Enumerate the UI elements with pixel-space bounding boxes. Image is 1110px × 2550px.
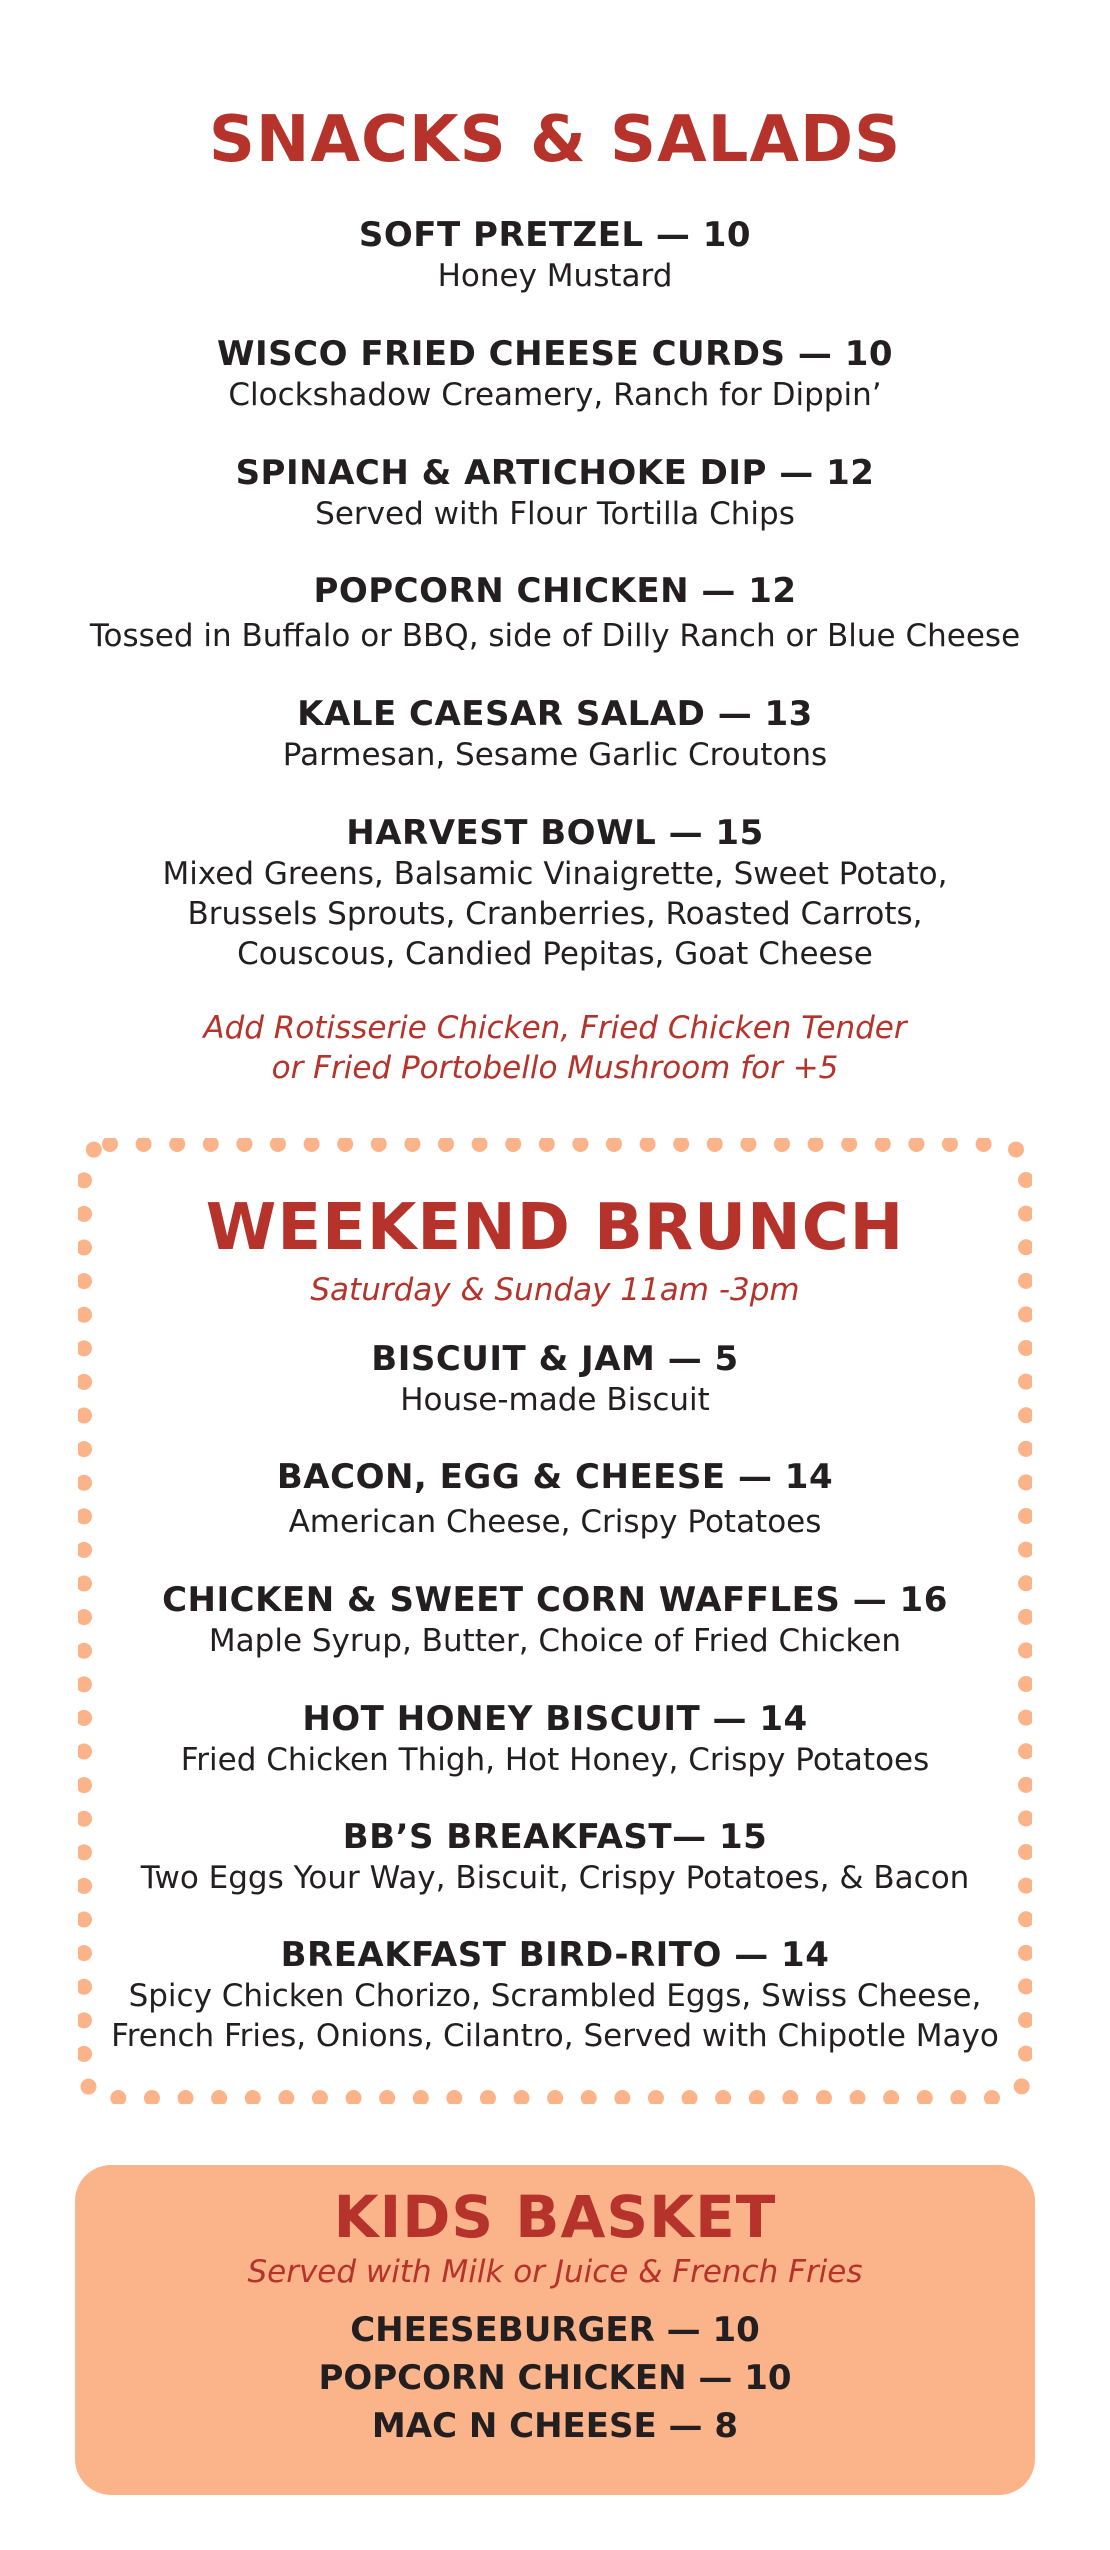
menu-item — [0, 1338, 1110, 1420]
menu-item — [0, 1698, 1110, 1780]
menu-item — [0, 1579, 1110, 1661]
item-name: HOT HONEY BISCUIT — 14 — [302, 1699, 808, 1739]
menu-item — [0, 693, 1110, 775]
kids-item: CHEESEBURGER — 10 — [350, 2310, 760, 2350]
kids-item: POPCORN CHICKEN — 10 — [318, 2358, 792, 2398]
item-name: BACON, EGG & CHEESE — 14 — [276, 1457, 834, 1497]
menu-item — [0, 1934, 1110, 2056]
kids-subtitle: Served with Milk or Juice & French Fries — [247, 2254, 863, 2290]
item-description-line: Spicy Chicken Chorizo, Scrambled Eggs, Swiss Cheese, — [128, 1978, 982, 2014]
item-description: Maple Syrup, Butter, Choice of Fried Chicken — [208, 1623, 902, 1659]
item-name: KALE CAESAR SALAD — 13 — [297, 694, 813, 734]
kids-section-title: KIDS BASKET — [333, 2183, 777, 2251]
item-description-line: Couscous, Candied Pepitas, Goat Cheese — [237, 936, 873, 972]
menu-item — [0, 570, 1110, 656]
item-name: POPCORN CHICKEN — 12 — [313, 571, 797, 611]
snacks-section-title: SNACKS & SALADS — [208, 103, 902, 177]
item-name: CHICKEN & SWEET CORN WAFFLES — 16 — [162, 1580, 948, 1620]
item-description: Honey Mustard — [437, 258, 673, 294]
item-description: Clockshadow Creamery, Ranch for Dippin’ — [228, 377, 882, 413]
item-name: HARVEST BOWL — 15 — [346, 813, 764, 853]
item-description: Tossed in Buffalo or BBQ, side of Dilly Ranch or Blue Cheese — [89, 618, 1021, 654]
menu-item — [0, 214, 1110, 296]
addon-note-line: Add Rotisserie Chicken, Fried Chicken Tender — [203, 1010, 907, 1046]
menu-item — [0, 333, 1110, 415]
menu-item — [0, 452, 1110, 534]
item-name: WISCO FRIED CHEESE CURDS — 10 — [216, 334, 894, 374]
addon-note-line: or Fried Portobello Mushroom for +5 — [271, 1050, 839, 1086]
item-name: BB’S BREAKFAST— 15 — [342, 1817, 768, 1857]
item-name: SPINACH & ARTICHOKE DIP — 12 — [235, 453, 875, 493]
item-description-line: French Fries, Onions, Cilantro, Served with Chipotle Mayo — [111, 2018, 999, 2054]
item-description: Fried Chicken Thigh, Hot Honey, Crispy Potatoes — [180, 1742, 930, 1778]
item-description-line: Brussels Sprouts, Cranberries, Roasted Carrots, — [187, 896, 923, 932]
brunch-hours: Saturday & Sunday 11am -3pm — [310, 1272, 800, 1308]
menu-item — [0, 812, 1110, 974]
item-description: Two Eggs Your Way, Biscuit, Crispy Potatoes, & Bacon — [140, 1860, 970, 1896]
item-name: BISCUIT & JAM — 5 — [371, 1339, 739, 1379]
item-description: Parmesan, Sesame Garlic Croutons — [282, 737, 828, 773]
item-description: Served with Flour Tortilla Chips — [315, 496, 795, 532]
menu-item — [0, 1456, 1110, 1542]
kids-item-list — [0, 2306, 1110, 2450]
item-description: American Cheese, Crispy Potatoes — [288, 1504, 822, 1540]
addon-note — [0, 1008, 1110, 1088]
kids-item: MAC N CHEESE — 8 — [371, 2406, 739, 2446]
item-name: BREAKFAST BIRD-RITO — 14 — [280, 1935, 830, 1975]
brunch-section-title: WEEKEND BRUNCH — [205, 1191, 905, 1265]
item-description-line: Mixed Greens, Balsamic Vinaigrette, Sweet Potato, — [162, 856, 948, 892]
item-description: House-made Biscuit — [400, 1382, 710, 1418]
item-name: SOFT PRETZEL — 10 — [358, 215, 752, 255]
menu-item — [0, 1816, 1110, 1898]
